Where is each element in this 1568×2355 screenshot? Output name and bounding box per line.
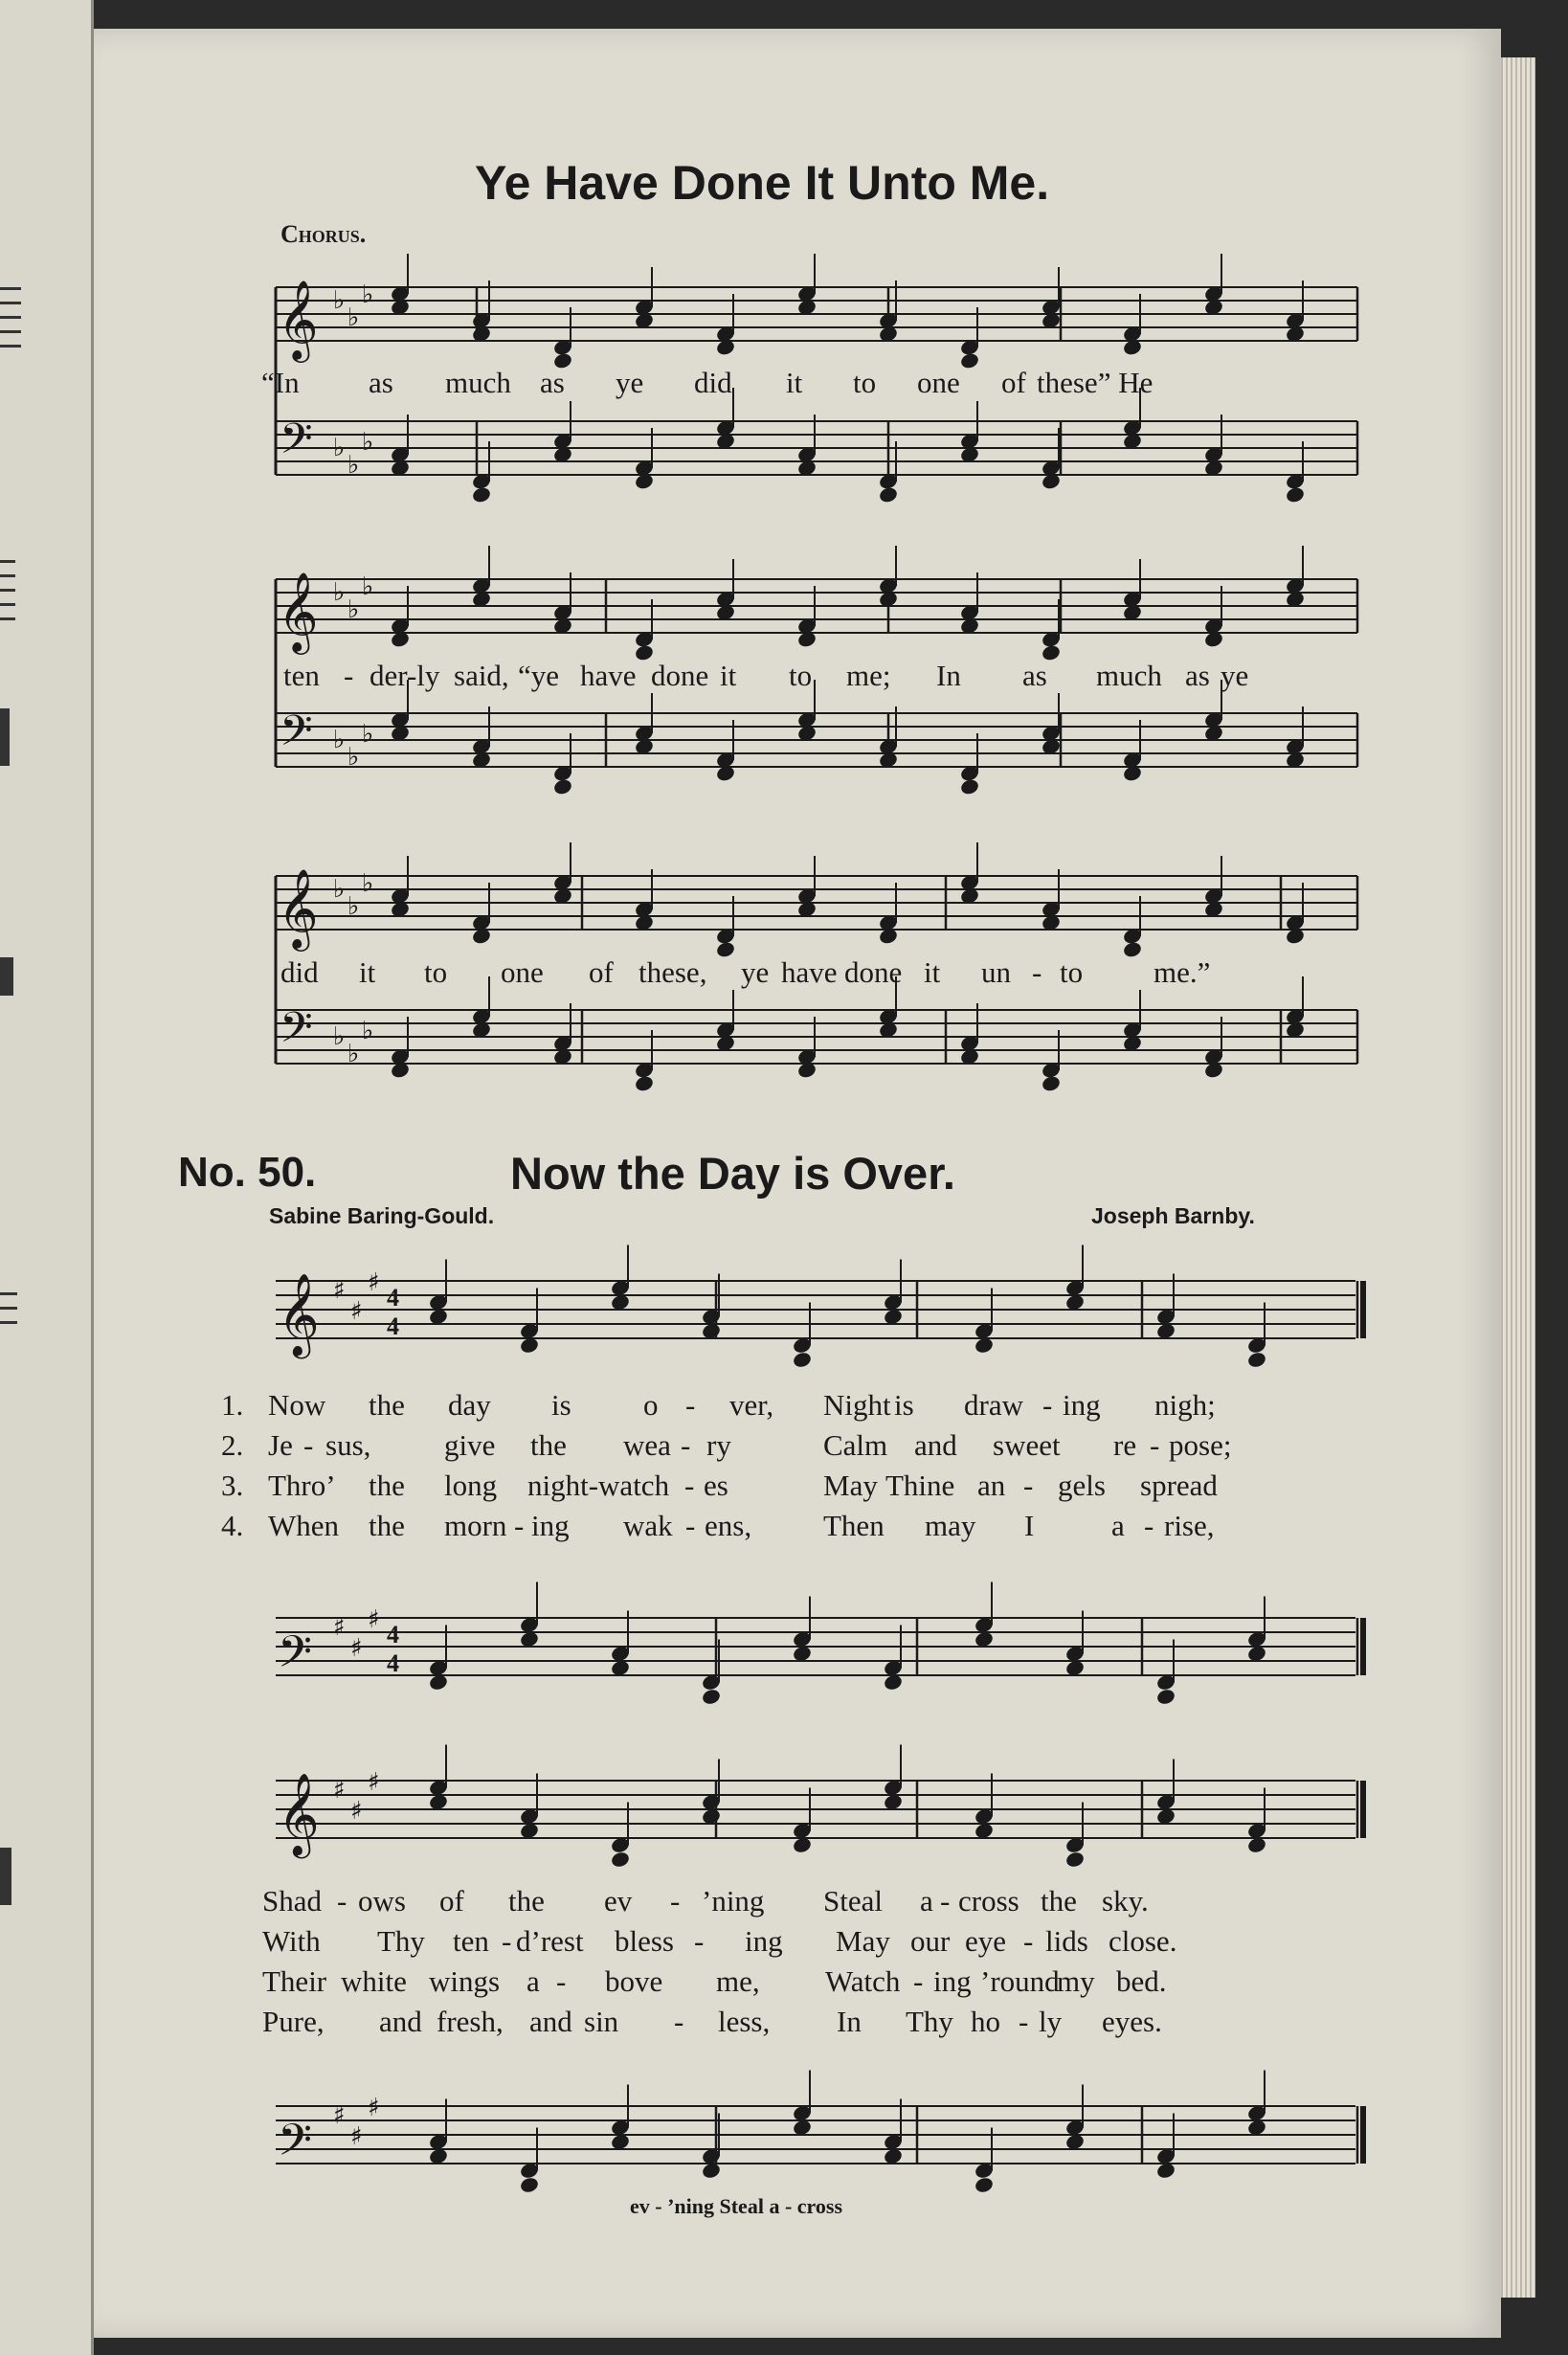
verse-line (221, 1469, 1274, 1507)
verse-number: 1. (221, 1388, 244, 1422)
lyric: the (369, 1388, 405, 1422)
lyric: sky. (1102, 1884, 1149, 1918)
footnote-lyric: ev - ’ning Steal a - cross (630, 2194, 843, 2218)
sharp-icon: ♯ (333, 1776, 346, 1805)
lyric: a (526, 1964, 540, 1998)
lyric: as (1185, 659, 1210, 692)
flat-icon: ♭ (362, 572, 374, 601)
flat-icon: ♭ (347, 303, 360, 332)
note-head (1064, 1850, 1086, 1869)
lyric: Thy (377, 1924, 425, 1958)
lyric: - (694, 1924, 705, 1958)
lyric: of (439, 1884, 464, 1918)
lyric: to (1060, 955, 1084, 989)
lyric: - (1032, 955, 1042, 989)
flat-icon: ♭ (333, 578, 346, 607)
note-head (878, 485, 899, 504)
lyric: me; (846, 659, 891, 692)
staff-bass-1 (180, 1580, 1357, 1704)
lyric: much (445, 366, 511, 399)
lyric: lids (1045, 1924, 1088, 1958)
verses-block-a (221, 1388, 1274, 1546)
lyric: - (344, 659, 354, 692)
lyric: Their (262, 1964, 327, 1998)
verse-number: 2. (221, 1428, 244, 1462)
flat-icon: ♭ (347, 451, 360, 480)
flat-icon: ♭ (362, 280, 374, 309)
lyric: In (837, 2005, 862, 2038)
lyric: o (643, 1388, 659, 1422)
lyric: my (1057, 1964, 1095, 1998)
lyric: morn (444, 1509, 507, 1542)
treble-staff (276, 579, 1357, 633)
lyric: have (580, 659, 637, 692)
lyric: ing (531, 1509, 570, 1542)
sharp-icon: ♯ (368, 1768, 380, 1797)
note-head (1041, 1074, 1062, 1092)
verses-block-b (262, 1884, 1325, 2047)
lyric: done (651, 659, 709, 692)
lyric: the (369, 1469, 405, 1502)
lyric: ten (283, 659, 320, 692)
lyric: to (853, 366, 877, 399)
lyric: these” He (1037, 366, 1154, 399)
treble-staff (276, 876, 1357, 930)
lyric: done (844, 955, 903, 989)
lyric: it (786, 366, 803, 399)
hymnal-page (94, 29, 1501, 2338)
lyric: Night (823, 1388, 891, 1422)
lyric: and (529, 2005, 572, 2038)
lyric: to (789, 659, 813, 692)
song-title: Now the Day is Over. (510, 1148, 955, 1199)
flat-icon: ♭ (333, 434, 346, 462)
verse-line (262, 1884, 1315, 1922)
lyric: less, (718, 2005, 771, 2038)
clef-icon: 𝄢 (280, 706, 313, 766)
note-head (715, 940, 736, 958)
lyric: ye (741, 955, 770, 989)
note-head (959, 777, 980, 796)
song-title: Ye Have Done It Unto Me. (475, 156, 1050, 210)
note-head (959, 351, 980, 370)
lyric: night-watch (527, 1469, 670, 1502)
lyric: ’round (980, 1964, 1060, 1998)
verse-line (221, 1388, 1274, 1426)
verse-line (262, 1924, 1325, 1962)
note-head (519, 2176, 540, 2194)
flat-icon: ♭ (333, 726, 346, 754)
lyric: did (694, 366, 732, 399)
lyric: ten (453, 1924, 489, 1958)
lyric: Calm (823, 1428, 888, 1462)
lyric: - (514, 1509, 525, 1542)
lyric: of (1001, 366, 1026, 399)
note-head (1246, 1351, 1267, 1369)
flat-icon: ♭ (362, 720, 374, 749)
sharp-icon: ♯ (350, 1797, 363, 1826)
lyric: - (674, 2005, 684, 2038)
lyric: With (262, 1924, 321, 1958)
lyric: re (1113, 1428, 1137, 1462)
lyric: - (1150, 1428, 1160, 1462)
lyric: - (940, 1884, 951, 1918)
lyric: wea (623, 1428, 671, 1462)
lyric: one (501, 955, 544, 989)
sharp-icon: ♯ (350, 1297, 363, 1326)
lyric: May (836, 1924, 890, 1958)
lyric: - (1019, 2005, 1029, 2038)
lyric: wak (623, 1509, 673, 1542)
lyric: it (359, 955, 376, 989)
lyric: - (1144, 1509, 1154, 1542)
lyric: sweet (993, 1428, 1061, 1462)
lyric: sus, (325, 1428, 371, 1462)
lyric: nigh; (1154, 1388, 1216, 1422)
lyric: as (1022, 659, 1047, 692)
lyric: give (444, 1428, 496, 1462)
lyric: eyes. (1102, 2005, 1162, 2038)
lyric: is (894, 1388, 914, 1422)
lyric: - (1023, 1924, 1034, 1958)
time-signature: 4 (387, 1621, 399, 1648)
lyric: an (977, 1469, 1006, 1502)
staff (276, 1281, 1355, 1338)
lyric: ver, (729, 1388, 774, 1422)
lyric: “ye (518, 659, 560, 692)
flat-icon: ♭ (362, 428, 374, 457)
note-head (1155, 1688, 1176, 1706)
lyric: - (684, 1469, 695, 1502)
lyric: When (268, 1509, 340, 1542)
lyric: ye (616, 366, 644, 399)
lyric: ens, (705, 1509, 752, 1542)
note-head (1285, 485, 1306, 504)
lyric: ’ning (702, 1884, 765, 1918)
lyric: close. (1109, 1924, 1177, 1958)
lyric: May (823, 1469, 878, 1502)
sharp-icon: ♯ (350, 1634, 363, 1663)
lyric: day (448, 1388, 491, 1422)
note-head (552, 777, 573, 796)
verse-number: 4. (221, 1509, 244, 1542)
staff-system-2 (180, 550, 1357, 799)
lyric: sin (584, 2005, 619, 2038)
lyric: it (720, 659, 737, 692)
sharp-icon: ♯ (368, 1268, 380, 1297)
lyric: me, (716, 1964, 760, 1998)
lyric: is (551, 1388, 571, 1422)
flat-icon: ♭ (347, 595, 360, 624)
verse-line (262, 1964, 1325, 2003)
lyric: ows (358, 1884, 406, 1918)
note-head (471, 485, 492, 504)
note-head (610, 1850, 631, 1869)
clef-icon: 𝄢 (278, 1626, 313, 1689)
lyric: pose; (1169, 1428, 1232, 1462)
lyric: Now (268, 1388, 326, 1422)
lyric: - (1042, 1388, 1053, 1422)
lyric: ly (1039, 2005, 1063, 2038)
lyric: - (556, 1964, 567, 1998)
flat-icon: ♭ (347, 743, 360, 772)
lyric: ho (971, 2005, 1000, 2038)
lyric: said, (454, 659, 509, 692)
lyric: ry (706, 1428, 731, 1462)
lyric: fresh, (437, 2005, 504, 2038)
lyric: Je (268, 1428, 293, 1462)
flat-icon: ♭ (347, 892, 360, 921)
verse-line (221, 1509, 1274, 1547)
staff-treble-2 (180, 1742, 1357, 1867)
lyric: - (670, 1884, 681, 1918)
lyric: Thro’ (268, 1469, 336, 1502)
clef-icon: 𝄞 (278, 1773, 320, 1855)
lyric: as (540, 366, 565, 399)
treble-staff (276, 287, 1357, 341)
composer-credit: Joseph Barnby. (1091, 1203, 1255, 1228)
lyric: ev (604, 1884, 633, 1918)
page-edge (1501, 57, 1535, 2298)
lyric: In (936, 659, 961, 692)
lyric: a (1111, 1509, 1125, 1542)
bass-staff (276, 713, 1357, 767)
lyric: Thy (906, 2005, 953, 2038)
lyric: the (369, 1509, 405, 1542)
lyric: white (341, 1964, 407, 1998)
sharp-icon: ♯ (368, 2094, 380, 2122)
lyric: bless (615, 1924, 674, 1958)
lyric: d’rest (516, 1924, 584, 1958)
time-signature: 4 (387, 1649, 399, 1677)
clef-icon: 𝄢 (278, 2115, 313, 2177)
sharp-icon: ♯ (333, 1613, 346, 1642)
clef-icon: 𝄞 (278, 279, 319, 359)
lyric: as (369, 366, 393, 399)
sharp-icon: ♯ (333, 1276, 346, 1305)
lyric: “In (261, 366, 300, 399)
lyric: a (920, 1884, 933, 1918)
lyric: and (914, 1428, 957, 1462)
lyric: Pure, (262, 2005, 325, 2038)
lyric: - (1023, 1469, 1034, 1502)
lyric: ing (745, 1924, 783, 1958)
lyric: cross (958, 1884, 1019, 1918)
lyric: un (981, 955, 1011, 989)
lyric: der-ly (370, 659, 440, 692)
bass-staff (276, 1010, 1357, 1064)
lyric: Thine (885, 1469, 955, 1502)
lyric: one (917, 366, 960, 399)
lyric: - (303, 1428, 314, 1462)
lyric: the (530, 1428, 567, 1462)
flat-icon: ♭ (333, 286, 346, 315)
bass-staff (276, 421, 1357, 475)
clef-icon: 𝄞 (278, 867, 319, 948)
lyric: may (925, 1509, 976, 1542)
lyric: spread (1140, 1469, 1218, 1502)
sharp-icon: ♯ (350, 2122, 363, 2151)
lyric: did (280, 955, 319, 989)
lyric: wings (429, 1964, 501, 1998)
lyric: bove (605, 1964, 663, 1998)
lyric: the (1041, 1884, 1077, 1918)
lyric: long (444, 1469, 498, 1502)
hymn-number: No. 50. (178, 1149, 317, 1196)
lyric: these, (638, 955, 707, 989)
lyric: much (1096, 659, 1162, 692)
lyric: - (681, 1428, 691, 1462)
lyric: - (685, 1509, 696, 1542)
note-head (792, 1351, 813, 1369)
flat-icon: ♭ (333, 875, 346, 904)
lyric: draw (964, 1388, 1023, 1422)
note-head (974, 2176, 995, 2194)
lyric: the (508, 1884, 545, 1918)
lyric: - (337, 1884, 347, 1918)
sharp-icon: ♯ (333, 2101, 346, 2130)
lyric: me.” (1154, 955, 1211, 989)
facing-page-edge (0, 0, 94, 2355)
lyricist-credit: Sabine Baring-Gould. (269, 1203, 495, 1228)
clef-icon: 𝄢 (280, 414, 313, 474)
verse-number: 3. (221, 1469, 244, 1502)
lyric: and (379, 2005, 422, 2038)
flat-icon: ♭ (362, 1017, 374, 1045)
staff-bass-2 (180, 2068, 1357, 2192)
lyric: - (913, 1964, 924, 1998)
lyric: ing (933, 1964, 972, 1998)
time-signature: 4 (387, 1312, 399, 1340)
verse-line (262, 2005, 1325, 2043)
time-signature: 4 (387, 1284, 399, 1312)
section-label: Chorus. (280, 220, 367, 248)
note-head (634, 1074, 655, 1092)
staff-system-1 (180, 258, 1357, 507)
lyric: - (502, 1924, 512, 1958)
flat-icon: ♭ (333, 1022, 346, 1051)
verse-line (221, 1428, 1274, 1467)
lyric: eye (965, 1924, 1007, 1958)
lyric: Shad (262, 1884, 322, 1918)
lyric: I (1024, 1509, 1035, 1542)
lyric: gels (1058, 1469, 1106, 1502)
flat-icon: ♭ (347, 1040, 360, 1068)
note-head (1122, 940, 1143, 958)
lyric: our (910, 1924, 951, 1958)
lyric: Then (823, 1509, 885, 1542)
lyric: to (424, 955, 448, 989)
staff-treble-1 (180, 1243, 1357, 1367)
lyric: it (924, 955, 941, 989)
lyric: Steal (823, 1884, 883, 1918)
lyric: ye (1221, 659, 1249, 692)
flat-icon: ♭ (362, 869, 374, 898)
sharp-icon: ♯ (368, 1605, 380, 1634)
lyric: of (589, 955, 614, 989)
lyric: - (685, 1388, 696, 1422)
lyric: have (781, 955, 838, 989)
clef-icon: 𝄞 (278, 571, 319, 651)
note-head (701, 1688, 722, 1706)
lyric: bed. (1116, 1964, 1167, 1998)
lyric: Watch (825, 1964, 901, 1998)
lyric: rise, (1164, 1509, 1215, 1542)
lyric: es (704, 1469, 728, 1502)
clef-icon: 𝄢 (280, 1002, 313, 1063)
lyric: ing (1063, 1388, 1101, 1422)
clef-icon: 𝄞 (278, 1273, 320, 1356)
